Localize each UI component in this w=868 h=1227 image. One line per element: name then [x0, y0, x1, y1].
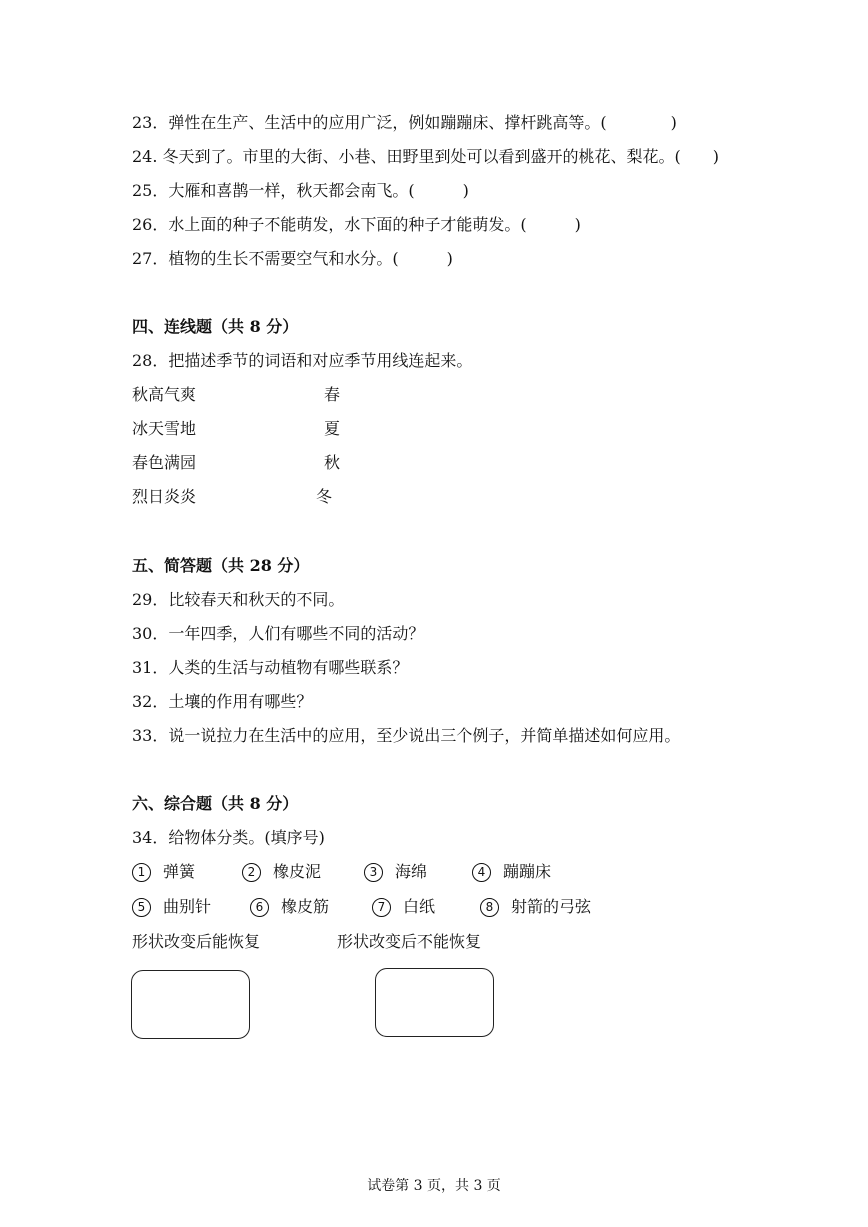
- answer-box-recoverable[interactable]: [131, 970, 250, 1039]
- circled-number-7: 7: [372, 898, 391, 917]
- section-5-heading: 五、简答题（共 28 分）: [132, 556, 310, 575]
- circled-number-2: 2: [242, 863, 261, 882]
- question-34: 34．给物体分类。(填序号): [132, 828, 325, 847]
- question-31: 31．人类的生活与动植物有哪些联系？: [132, 658, 409, 677]
- match-left-3[interactable]: 春色满园: [132, 453, 197, 472]
- question-30: 30．一年四季，人们有哪些不同的活动？: [132, 624, 425, 643]
- match-right-spring[interactable]: 春: [324, 385, 341, 404]
- circled-number-5: 5: [132, 898, 151, 917]
- circled-number-1: 1: [132, 863, 151, 882]
- option-label: 蹦蹦床: [503, 862, 552, 881]
- tf-item-26: 26．水上面的种子不能萌发，水下面的种子才能萌发。( ): [132, 215, 581, 234]
- category-recoverable-label: 形状改变后能恢复: [132, 932, 261, 951]
- match-left-4[interactable]: 烈日炎炎: [132, 487, 197, 506]
- answer-box-unrecoverable[interactable]: [375, 968, 494, 1037]
- tf-item-27: 27．植物的生长不需要空气和水分。( ): [132, 249, 453, 268]
- question-33: 33．说一说拉力在生活中的应用，至少说出三个例子，并简单描述如何应用。: [132, 726, 681, 745]
- option-label: 射箭的弓弦: [511, 897, 592, 916]
- match-left-1[interactable]: 秋高气爽: [132, 385, 197, 404]
- option-7: [372, 896, 435, 918]
- question-28: 28．把描述季节的词语和对应季节用线连起来。: [132, 351, 473, 370]
- option-label: 弹簧: [163, 862, 196, 881]
- match-left-2[interactable]: 冰天雪地: [132, 419, 197, 438]
- match-right-winter[interactable]: 冬: [316, 487, 333, 506]
- option-2: [242, 861, 321, 883]
- section-6-heading: 六、综合题（共 8 分）: [132, 794, 299, 813]
- question-32: 32．土壤的作用有哪些？: [132, 692, 313, 711]
- option-label: 橡皮泥: [273, 862, 322, 881]
- option-5: [132, 896, 211, 918]
- category-unrecoverable-label: 形状改变后不能恢复: [337, 932, 482, 951]
- option-label: 橡皮筋: [281, 897, 330, 916]
- circled-number-4: 4: [472, 863, 491, 882]
- option-8: [480, 896, 591, 918]
- option-label: 海绵: [395, 862, 428, 881]
- tf-item-24: 24. 冬天到了。市里的大街、小巷、田野里到处可以看到盛开的桃花、梨花。( ): [132, 147, 720, 166]
- circled-number-6: 6: [250, 898, 269, 917]
- option-1: [132, 861, 195, 883]
- tf-item-23: 23．弹性在生产、生活中的应用广泛，例如蹦蹦床、撑杆跳高等。( ): [132, 113, 677, 132]
- section-4-heading: 四、连线题（共 8 分）: [132, 317, 299, 336]
- tf-item-25: 25．大雁和喜鹊一样，秋天都会南飞。( ): [132, 181, 469, 200]
- page-footer: 试卷第 3 页，共 3 页: [367, 1178, 501, 1194]
- question-29: 29．比较春天和秋天的不同。: [132, 590, 345, 609]
- circled-number-8: 8: [480, 898, 499, 917]
- option-6: [250, 896, 329, 918]
- match-right-summer[interactable]: 夏: [324, 419, 341, 438]
- option-label: 曲别针: [163, 897, 212, 916]
- match-right-autumn[interactable]: 秋: [324, 453, 341, 472]
- circled-number-3: 3: [364, 863, 383, 882]
- option-label: 白纸: [403, 897, 436, 916]
- option-3: [364, 861, 427, 883]
- option-4: [472, 861, 551, 883]
